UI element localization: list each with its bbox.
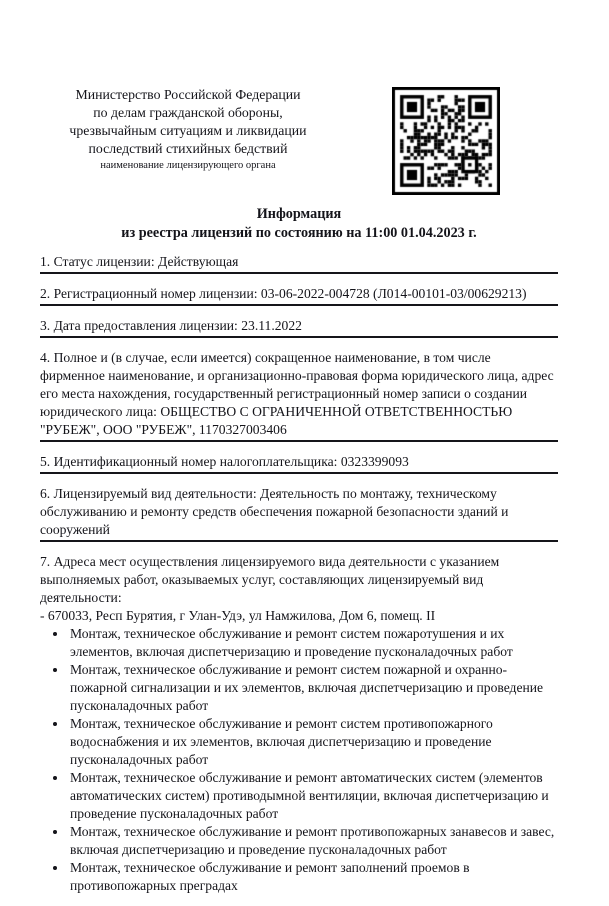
field-registration-number <box>40 285 558 306</box>
field-label: 4. Полное и (в случае, если имеется) сокращенное наименование, в том числе фирменное наименование, и организационно-правовая форма юридического лица, адрес его места нахождения, государственный регистрационный номер записи о создании юридического лица: <box>40 350 554 419</box>
field-license-status <box>40 253 558 274</box>
licensing-authority-block <box>28 86 348 173</box>
work-item: • Монтаж, техническое обслуживание и ремонт автоматических систем (элементов автоматических систем) противодымной вентиляции, включая диспетчеризацию и проведение пусконаладочных работ <box>68 769 558 823</box>
field-label: 6. Лицензируемый вид деятельности: <box>40 486 257 501</box>
field-value: Деятельность по монтажу, техническому обслуживанию и ремонту средств обеспечения пожарной безопасности зданий и сооружений <box>40 486 509 537</box>
title-line-1: Информация <box>256 206 342 222</box>
field-value: Действующая <box>158 254 239 269</box>
field-label: 5. Идентификационный номер налогоплательщика: <box>40 454 338 469</box>
work-item: • Монтаж, техническое обслуживание и ремонт систем пожаротушения и их элементов, включая диспетчеризацию и проведение пусконаладочных работ <box>68 625 558 661</box>
work-item: • Монтаж, техническое обслуживание и ремонт противопожарных занавесов и завес, включая диспетчеризацию и проведение пусконаладочных работ <box>68 823 558 859</box>
ministry-name-line: по делам гражданской обороны, <box>93 105 283 120</box>
work-item: • Монтаж, техническое обслуживание и ремонт систем противопожарного водоснабжения и их элементов, включая диспетчеризацию и проведение пусконаладочных работ <box>68 715 558 769</box>
field-value: 23.11.2022 <box>241 318 302 333</box>
address-line: - 670033, Респ Бурятия, г Улан-Удэ, ул Намжилова, Дом 6, помещ. II <box>40 608 436 623</box>
field-label: 7. Адреса мест осуществления лицензируемого вида деятельности с указанием выполняемых работ, оказываемых услуг, составляющих лицензируемый вид деятельности: <box>40 554 500 605</box>
document-title <box>40 205 558 243</box>
field-label: 2. Регистрационный номер лицензии: <box>40 286 258 301</box>
field-taxpayer-id <box>40 453 558 474</box>
field-organization-name <box>40 349 558 442</box>
qr-code-icon <box>392 87 500 195</box>
field-license-grant-date <box>40 317 558 338</box>
works-list <box>40 625 558 895</box>
field-value: 0323399093 <box>340 454 409 469</box>
field-value: ОБЩЕСТВО С ОГРАНИЧЕННОЙ ОТВЕТСТВЕННОСТЬЮ "РУБЕЖ", ООО "РУБЕЖ", 1170327003406 <box>40 404 513 437</box>
title-line-2: из реестра лицензий по состоянию на 11:00 01.04.2023 г. <box>121 225 477 241</box>
ministry-name-line: Министерство Российской Федерации <box>75 87 301 102</box>
ministry-name-line: последствий стихийных бедствий <box>88 141 288 156</box>
work-item: • Монтаж, техническое обслуживание и ремонт систем пожарной и охранно-пожарной сигнализации и их элементов, включая диспетчеризацию и проведение пусконаладочных работ <box>68 661 558 715</box>
ministry-caption: наименование лицензирующего органа <box>100 160 276 171</box>
field-label: 3. Дата предоставления лицензии: <box>40 318 238 333</box>
field-label: 1. Статус лицензии: <box>40 254 155 269</box>
work-item: • Монтаж, техническое обслуживание и ремонт заполнений проемов в противопожарных преградах <box>68 859 558 895</box>
field-value: 03-06-2022-004728 (Л014-00101-03/00629213) <box>260 286 527 301</box>
document-body <box>40 205 558 906</box>
field-licensed-activity <box>40 485 558 542</box>
field-activity-addresses <box>40 553 558 895</box>
ministry-name-line: чрезвычайным ситуациям и ликвидации <box>69 123 307 138</box>
